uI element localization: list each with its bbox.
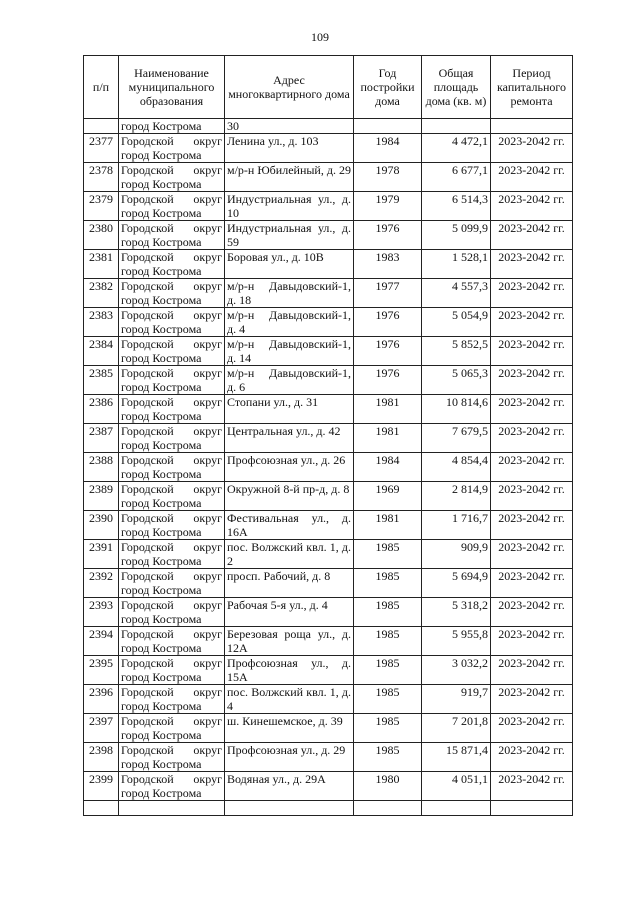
cell-period: 2023-2042 гг.	[491, 482, 573, 511]
cell-year: 1981	[354, 395, 422, 424]
cell-period: 2023-2042 гг.	[491, 714, 573, 743]
cell-municipality: Городской округ город Кострома	[119, 134, 225, 163]
cell-year: 1981	[354, 424, 422, 453]
cell-address: Индустриальная ул., д. 10	[225, 192, 354, 221]
cell-period: 2023-2042 гг.	[491, 453, 573, 482]
cell-num: 2397	[84, 714, 119, 743]
cell-municipality	[119, 801, 225, 816]
cell-area: 5 318,2	[422, 598, 491, 627]
housing-register-table	[83, 55, 573, 816]
cell-period: 2023-2042 гг.	[491, 250, 573, 279]
cell-num: 2394	[84, 627, 119, 656]
cell-municipality: Городской округ город Кострома	[119, 366, 225, 395]
cell-year: 1981	[354, 511, 422, 540]
cell-address: пос. Волжский квл. 1, д. 2	[225, 540, 354, 569]
cell-address: Профсоюзная ул., д. 26	[225, 453, 354, 482]
table-row	[84, 163, 573, 192]
cell-year: 1985	[354, 627, 422, 656]
trailing-row	[84, 801, 573, 816]
cell-year: 1977	[354, 279, 422, 308]
cell-address: просп. Рабочий, д. 8	[225, 569, 354, 598]
cell-period: 2023-2042 гг.	[491, 279, 573, 308]
header-year: Год постройки дома	[354, 56, 422, 119]
cell-address: Фестивальная ул., д. 16А	[225, 511, 354, 540]
cell-area	[422, 119, 491, 134]
cell-area: 7 201,8	[422, 714, 491, 743]
cell-num: 2380	[84, 221, 119, 250]
cell-year: 1984	[354, 134, 422, 163]
cell-num: 2388	[84, 453, 119, 482]
cell-num: 2382	[84, 279, 119, 308]
cell-num: 2383	[84, 308, 119, 337]
cell-address: Боровая ул., д. 10В	[225, 250, 354, 279]
cell-area: 5 955,8	[422, 627, 491, 656]
table-row	[84, 772, 573, 801]
cell-period: 2023-2042 гг.	[491, 221, 573, 250]
cell-period: 2023-2042 гг.	[491, 656, 573, 685]
cell-period: 2023-2042 гг.	[491, 134, 573, 163]
cell-year: 1985	[354, 540, 422, 569]
table-header-row	[84, 56, 573, 119]
cell-period: 2023-2042 гг.	[491, 598, 573, 627]
cell-area: 10 814,6	[422, 395, 491, 424]
cell-num: 2393	[84, 598, 119, 627]
table-row	[84, 221, 573, 250]
cell-period: 2023-2042 гг.	[491, 511, 573, 540]
cell-area: 5 065,3	[422, 366, 491, 395]
cell-year: 1978	[354, 163, 422, 192]
cell-num: 2378	[84, 163, 119, 192]
cell-municipality: Городской округ город Кострома	[119, 424, 225, 453]
table-row	[84, 366, 573, 395]
cell-address: Окружной 8-й пр-д, д. 8	[225, 482, 354, 511]
cell-period: 2023-2042 гг.	[491, 337, 573, 366]
cell-municipality: Городской округ город Кострома	[119, 627, 225, 656]
cell-municipality: Городской округ город Кострома	[119, 714, 225, 743]
table-row	[84, 308, 573, 337]
cell-num: 2381	[84, 250, 119, 279]
cell-address: м/р-н Давыдовский-1, д. 4	[225, 308, 354, 337]
continuation-row	[84, 119, 573, 134]
cell-period: 2023-2042 гг.	[491, 308, 573, 337]
cell-area: 1 528,1	[422, 250, 491, 279]
cell-num: 2385	[84, 366, 119, 395]
page-number: 109	[311, 30, 329, 44]
cell-num: 2379	[84, 192, 119, 221]
cell-year: 1983	[354, 250, 422, 279]
cell-num: 2398	[84, 743, 119, 772]
cell-period: 2023-2042 гг.	[491, 772, 573, 801]
cell-address: 30	[225, 119, 354, 134]
table-row	[84, 337, 573, 366]
cell-period	[491, 801, 573, 816]
cell-num	[84, 119, 119, 134]
cell-area: 6 677,1	[422, 163, 491, 192]
cell-num: 2395	[84, 656, 119, 685]
cell-address: Ленина ул., д. 103	[225, 134, 354, 163]
cell-year: 1976	[354, 221, 422, 250]
cell-period: 2023-2042 гг.	[491, 540, 573, 569]
cell-municipality: Городской округ город Кострома	[119, 221, 225, 250]
cell-area: 5 099,9	[422, 221, 491, 250]
header-address: Адрес многоквартирного дома	[225, 56, 354, 119]
header-num: п/п	[84, 56, 119, 119]
cell-municipality: Городской округ город Кострома	[119, 743, 225, 772]
cell-area: 6 514,3	[422, 192, 491, 221]
cell-area: 4 854,4	[422, 453, 491, 482]
cell-area	[422, 801, 491, 816]
cell-period: 2023-2042 гг.	[491, 685, 573, 714]
table-row	[84, 250, 573, 279]
table-row	[84, 714, 573, 743]
cell-address: м/р-н Давыдовский-1, д. 6	[225, 366, 354, 395]
cell-area: 2 814,9	[422, 482, 491, 511]
cell-num: 2396	[84, 685, 119, 714]
cell-num: 2390	[84, 511, 119, 540]
cell-municipality: Городской округ город Кострома	[119, 540, 225, 569]
cell-municipality: Городской округ город Кострома	[119, 192, 225, 221]
cell-municipality: город Кострома	[119, 119, 225, 134]
cell-address: Березовая роща ул., д. 12А	[225, 627, 354, 656]
cell-area: 5 852,5	[422, 337, 491, 366]
cell-year: 1985	[354, 685, 422, 714]
cell-num: 2389	[84, 482, 119, 511]
cell-address: м/р-н Давыдовский-1, д. 18	[225, 279, 354, 308]
cell-year: 1985	[354, 656, 422, 685]
cell-year: 1976	[354, 308, 422, 337]
cell-period: 2023-2042 гг.	[491, 627, 573, 656]
cell-address: Водяная ул., д. 29А	[225, 772, 354, 801]
cell-address: Рабочая 5-я ул., д. 4	[225, 598, 354, 627]
table-row	[84, 743, 573, 772]
cell-area: 15 871,4	[422, 743, 491, 772]
table-row	[84, 656, 573, 685]
cell-municipality: Городской округ город Кострома	[119, 163, 225, 192]
table-row	[84, 134, 573, 163]
cell-year: 1985	[354, 743, 422, 772]
cell-period: 2023-2042 гг.	[491, 163, 573, 192]
table-row	[84, 424, 573, 453]
table-row	[84, 482, 573, 511]
cell-num: 2392	[84, 569, 119, 598]
table-row	[84, 569, 573, 598]
cell-num: 2384	[84, 337, 119, 366]
cell-area: 3 032,2	[422, 656, 491, 685]
cell-period: 2023-2042 гг.	[491, 366, 573, 395]
header-area: Общая площадь дома (кв. м)	[422, 56, 491, 119]
cell-address: Индустриальная ул., д. 59	[225, 221, 354, 250]
cell-municipality: Городской округ город Кострома	[119, 308, 225, 337]
cell-area: 5 694,9	[422, 569, 491, 598]
cell-year: 1969	[354, 482, 422, 511]
cell-address: пос. Волжский квл. 1, д. 4	[225, 685, 354, 714]
cell-period	[491, 119, 573, 134]
cell-period: 2023-2042 гг.	[491, 569, 573, 598]
cell-municipality: Городской округ город Кострома	[119, 279, 225, 308]
cell-municipality: Городской округ город Кострома	[119, 772, 225, 801]
cell-municipality: Городской округ город Кострома	[119, 337, 225, 366]
cell-period: 2023-2042 гг.	[491, 395, 573, 424]
cell-area: 919,7	[422, 685, 491, 714]
table-row	[84, 598, 573, 627]
cell-municipality: Городской округ город Кострома	[119, 395, 225, 424]
header-municipality: Наименование муниципального образования	[119, 56, 225, 119]
cell-address: м/р-н Давыдовский-1, д. 14	[225, 337, 354, 366]
cell-municipality: Городской округ город Кострома	[119, 250, 225, 279]
cell-address: м/р-н Юбилейный, д. 29	[225, 163, 354, 192]
cell-num: 2387	[84, 424, 119, 453]
cell-municipality: Городской округ город Кострома	[119, 685, 225, 714]
cell-year: 1980	[354, 772, 422, 801]
table-row	[84, 685, 573, 714]
header-period: Период капитального ремонта	[491, 56, 573, 119]
cell-year: 1976	[354, 337, 422, 366]
cell-address: Профсоюзная ул., д. 29	[225, 743, 354, 772]
cell-municipality: Городской округ город Кострома	[119, 569, 225, 598]
cell-address: ш. Кинешемское, д. 39	[225, 714, 354, 743]
cell-year: 1984	[354, 453, 422, 482]
table-row	[84, 453, 573, 482]
table-row	[84, 540, 573, 569]
cell-area: 4 051,1	[422, 772, 491, 801]
cell-year: 1976	[354, 366, 422, 395]
table-row	[84, 511, 573, 540]
cell-municipality: Городской округ город Кострома	[119, 598, 225, 627]
cell-period: 2023-2042 гг.	[491, 192, 573, 221]
table-row	[84, 627, 573, 656]
cell-municipality: Городской округ город Кострома	[119, 656, 225, 685]
cell-municipality: Городской округ город Кострома	[119, 453, 225, 482]
cell-year: 1985	[354, 598, 422, 627]
table-row	[84, 279, 573, 308]
table-row	[84, 395, 573, 424]
cell-address: Центральная ул., д. 42	[225, 424, 354, 453]
cell-num: 2399	[84, 772, 119, 801]
cell-municipality: Городской округ город Кострома	[119, 511, 225, 540]
cell-year	[354, 801, 422, 816]
cell-num: 2377	[84, 134, 119, 163]
cell-num: 2391	[84, 540, 119, 569]
cell-area: 909,9	[422, 540, 491, 569]
cell-period: 2023-2042 гг.	[491, 424, 573, 453]
table-row	[84, 192, 573, 221]
cell-area: 4 472,1	[422, 134, 491, 163]
cell-year: 1979	[354, 192, 422, 221]
cell-address: Профсоюзная ул., д. 15А	[225, 656, 354, 685]
cell-num: 2386	[84, 395, 119, 424]
cell-year	[354, 119, 422, 134]
cell-year: 1985	[354, 714, 422, 743]
cell-num	[84, 801, 119, 816]
cell-area: 4 557,3	[422, 279, 491, 308]
cell-area: 7 679,5	[422, 424, 491, 453]
cell-address	[225, 801, 354, 816]
cell-area: 5 054,9	[422, 308, 491, 337]
cell-period: 2023-2042 гг.	[491, 743, 573, 772]
cell-year: 1985	[354, 569, 422, 598]
cell-area: 1 716,7	[422, 511, 491, 540]
cell-address: Стопани ул., д. 31	[225, 395, 354, 424]
cell-municipality: Городской округ город Кострома	[119, 482, 225, 511]
